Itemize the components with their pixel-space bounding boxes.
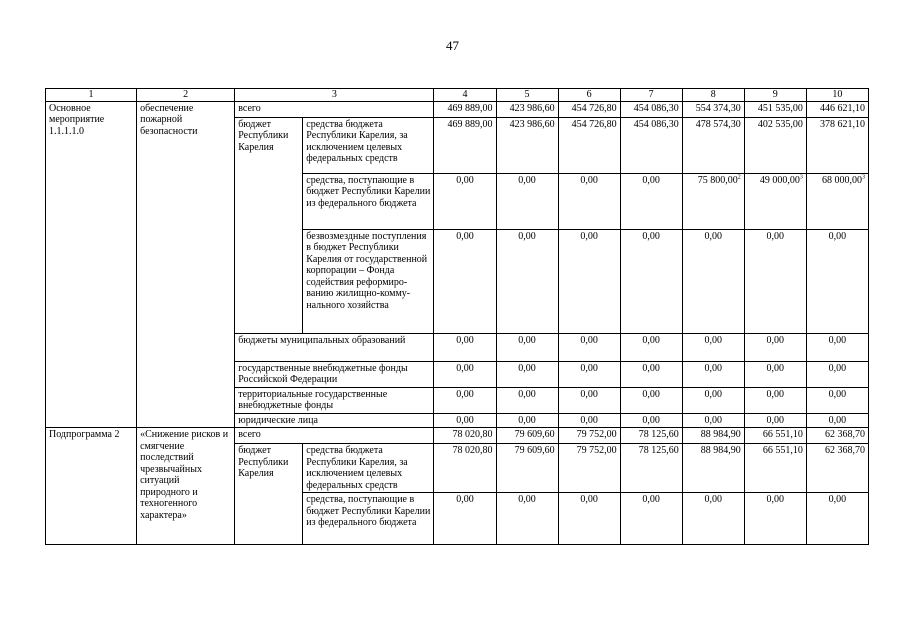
- value-cell: 0,00: [682, 333, 744, 361]
- value-cell: 454 726,80: [558, 101, 620, 117]
- value-cell: 78 020,80: [434, 444, 496, 493]
- value-cell: 66 551,10: [744, 428, 806, 444]
- value-cell: 0,00: [558, 387, 620, 413]
- value-cell: 378 621,10: [806, 117, 868, 173]
- value-cell: 0,00: [558, 229, 620, 333]
- value-cell: 0,00: [744, 413, 806, 428]
- value-cell: 469 889,00: [434, 117, 496, 173]
- source-label: территориальные государственные внебюджетные фонды: [235, 387, 434, 413]
- footnote-mark: 3: [862, 174, 865, 181]
- source-label: юридические лица: [235, 413, 434, 428]
- budget-label: бюджет Республики Карелия: [235, 444, 303, 545]
- value-cell: 0,00: [744, 229, 806, 333]
- value-cell: 0,00: [620, 229, 682, 333]
- value-cell: 78 020,80: [434, 428, 496, 444]
- header-cell: 2: [137, 89, 235, 102]
- value-text: 68 000,00: [822, 174, 862, 186]
- source-label: государственные внебюджетные фонды Российской Федерации: [235, 361, 434, 387]
- footnote-mark: 2: [737, 174, 741, 181]
- value-cell: 0,00: [806, 387, 868, 413]
- header-row: [46, 89, 869, 102]
- value-cell: 0,00: [744, 333, 806, 361]
- value-cell: 78 125,60: [620, 428, 682, 444]
- value-cell: [682, 173, 744, 229]
- value-cell: 79 752,00: [558, 428, 620, 444]
- header-cell: 10: [806, 89, 868, 102]
- value-cell: 62 368,70: [806, 444, 868, 493]
- activity-name: Основное мероприятие 1.1.1.1.0: [46, 101, 137, 428]
- value-cell: 423 986,60: [496, 117, 558, 173]
- value-cell: 66 551,10: [744, 444, 806, 493]
- value-cell: 0,00: [682, 387, 744, 413]
- value-cell: 446 621,10: [806, 101, 868, 117]
- value-cell: 469 889,00: [434, 101, 496, 117]
- value-cell: 0,00: [620, 361, 682, 387]
- value-cell: 0,00: [620, 333, 682, 361]
- value-cell: 88 984,90: [682, 444, 744, 493]
- value-text: 75 800,00: [697, 174, 738, 186]
- value-cell: 79 609,60: [496, 444, 558, 493]
- table-row: [46, 428, 869, 444]
- budget-table: [45, 88, 869, 545]
- value-cell: 0,00: [620, 173, 682, 229]
- header-cell: 7: [620, 89, 682, 102]
- value-cell: [744, 173, 806, 229]
- header-cell: 9: [744, 89, 806, 102]
- value-text: 49 000,00: [759, 174, 800, 186]
- value-cell: 78 125,60: [620, 444, 682, 493]
- value-cell: 0,00: [434, 173, 496, 229]
- value-cell: 0,00: [496, 229, 558, 333]
- source-label: всего: [235, 101, 434, 117]
- header-cell: 5: [496, 89, 558, 102]
- header-cell: 8: [682, 89, 744, 102]
- value-cell: 0,00: [558, 413, 620, 428]
- value-cell: 0,00: [682, 413, 744, 428]
- value-cell: 454 086,30: [620, 101, 682, 117]
- value-cell: 0,00: [806, 361, 868, 387]
- value-cell: 0,00: [682, 493, 744, 545]
- value-cell: 0,00: [744, 493, 806, 545]
- value-cell: 0,00: [806, 229, 868, 333]
- value-cell: 0,00: [434, 361, 496, 387]
- budget-label: бюджет Республики Карелия: [235, 117, 303, 333]
- value-cell: 0,00: [496, 493, 558, 545]
- source-label: средства, поступающие в бюджет Республики Карелии из федерального бюджета: [303, 493, 434, 545]
- value-cell: 0,00: [558, 361, 620, 387]
- value-cell: 0,00: [434, 229, 496, 333]
- value-cell: 0,00: [558, 493, 620, 545]
- value-cell: [806, 173, 868, 229]
- value-cell: 0,00: [434, 493, 496, 545]
- value-cell: 0,00: [496, 387, 558, 413]
- header-cell: 1: [46, 89, 137, 102]
- activity-description: обеспечение пожарной безопасности: [137, 101, 235, 428]
- value-cell: 0,00: [434, 387, 496, 413]
- source-label: безвозмездные поступления в бюджет Республики Карелия от государственной корпорации – Фонда содействия реформиро-ванию жилищно-комму-нального хозяйства: [303, 229, 434, 333]
- value-cell: 0,00: [744, 361, 806, 387]
- value-cell: 0,00: [806, 493, 868, 545]
- value-cell: 0,00: [496, 333, 558, 361]
- value-cell: 423 986,60: [496, 101, 558, 117]
- value-cell: 0,00: [806, 333, 868, 361]
- footnote-mark: 3: [799, 174, 803, 181]
- value-cell: 0,00: [558, 333, 620, 361]
- table-row: [46, 101, 869, 117]
- source-label: всего: [235, 428, 434, 444]
- value-cell: 0,00: [496, 413, 558, 428]
- value-cell: 0,00: [558, 173, 620, 229]
- value-cell: 402 535,00: [744, 117, 806, 173]
- value-cell: 0,00: [434, 413, 496, 428]
- value-cell: 0,00: [620, 413, 682, 428]
- value-cell: 0,00: [620, 387, 682, 413]
- value-cell: 62 368,70: [806, 428, 868, 444]
- value-cell: 0,00: [496, 361, 558, 387]
- source-label: средства бюджета Республики Карелия, за исключением целевых федеральных средств: [303, 117, 434, 173]
- value-cell: 0,00: [682, 229, 744, 333]
- value-cell: 79 609,60: [496, 428, 558, 444]
- value-cell: 0,00: [496, 173, 558, 229]
- value-cell: 88 984,90: [682, 428, 744, 444]
- value-cell: 0,00: [682, 361, 744, 387]
- page-number: 47: [446, 38, 459, 53]
- value-cell: 0,00: [434, 333, 496, 361]
- value-cell: 554 374,30: [682, 101, 744, 117]
- header-cell: 4: [434, 89, 496, 102]
- value-cell: 454 726,80: [558, 117, 620, 173]
- value-cell: 0,00: [806, 413, 868, 428]
- header-cell: 3: [235, 89, 434, 102]
- header-cell: 6: [558, 89, 620, 102]
- value-cell: 478 574,30: [682, 117, 744, 173]
- source-label: средства, поступающие в бюджет Республики Карелии из федерального бюджета: [303, 173, 434, 229]
- value-cell: 451 535,00: [744, 101, 806, 117]
- subprogram-name: Подпрограмма 2: [46, 428, 137, 545]
- source-label: бюджеты муниципальных образований: [235, 333, 434, 361]
- value-cell: 0,00: [620, 493, 682, 545]
- value-cell: 454 086,30: [620, 117, 682, 173]
- value-cell: 79 752,00: [558, 444, 620, 493]
- source-label: средства бюджета Республики Карелия, за исключением целевых федеральных средств: [303, 444, 434, 493]
- subprogram-description: «Снижение рисков и смягчение последствий чрезвычайных ситуаций природного и техногенного характера»: [137, 428, 235, 545]
- value-cell: 0,00: [744, 387, 806, 413]
